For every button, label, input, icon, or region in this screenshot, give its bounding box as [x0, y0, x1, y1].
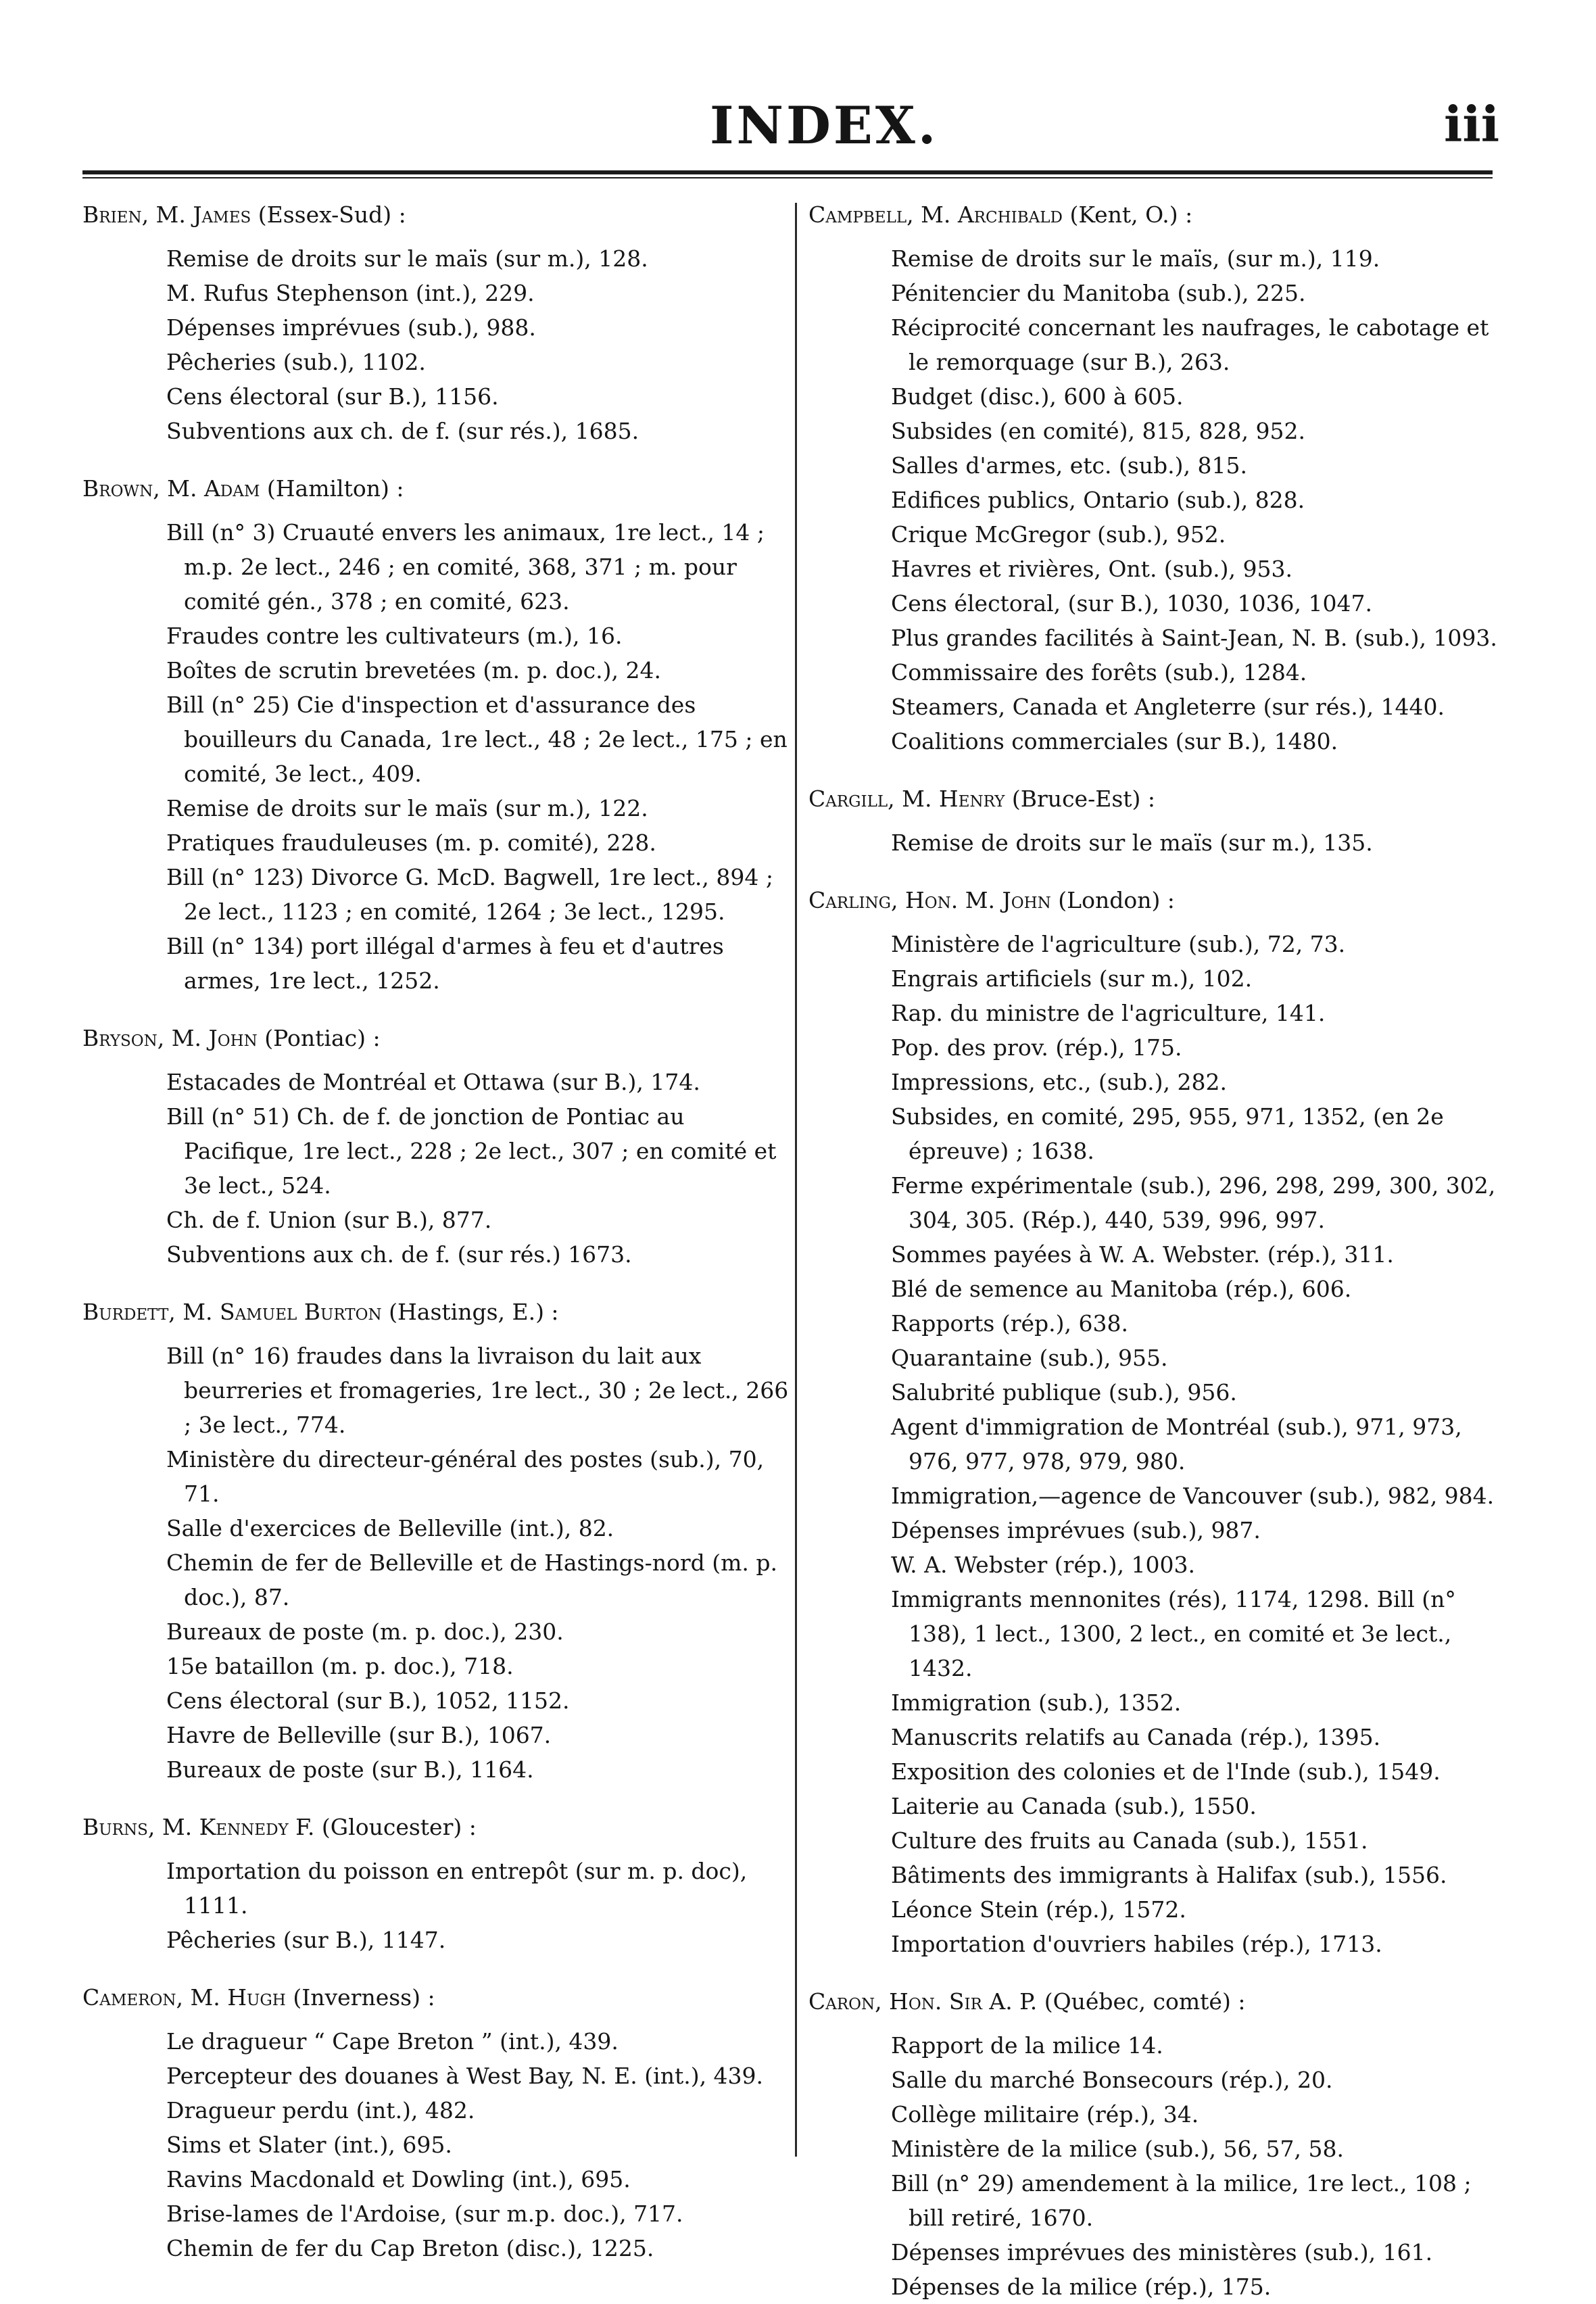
index-entry [808, 197, 1505, 759]
entry-item-list [82, 241, 791, 448]
index-item: Havre de Belleville (sur B.), 1067. [166, 1722, 552, 1748]
index-item: Remise de droits sur le maïs, (sur m.), 119. [891, 245, 1380, 272]
index-item: Steamers, Canada et Angleterre (sur rés.), 1440. [891, 694, 1445, 720]
index-item: Ministère de l'agriculture (sub.), 72, 73. [891, 931, 1346, 957]
index-item: Salubrité publique (sub.), 956. [891, 1379, 1237, 1406]
index-entry [82, 197, 791, 448]
index-item: Léonce Stein (rép.), 1572. [891, 1896, 1186, 1923]
page-title: INDEX. [710, 95, 939, 155]
member-name: Burdett, M. Samuel Burton [82, 1299, 382, 1325]
index-item: W. A. Webster (rép.), 1003. [891, 1552, 1195, 1578]
member-riding: (Essex-Sud) : [251, 201, 406, 228]
index-item: Le dragueur “ Cape Breton ” (int.), 439. [166, 2028, 619, 2055]
index-item: Brise-lames de l'Ardoise, (sur m.p. doc.), 717. [166, 2201, 683, 2227]
entry-item-list [808, 241, 1505, 759]
index-item: Ferme expérimentale (sub.), 296, 298, 299, 300, 302, 304, 305. (Rép.), 440, 539, 996, 997. [891, 1172, 1496, 1233]
index-item: Havres et rivières, Ont. (sub.), 953. [891, 556, 1292, 582]
index-entry [808, 883, 1505, 1961]
index-item: Dépenses imprévues des ministères (sub.), 161. [891, 2239, 1433, 2265]
member-riding: (Pontiac) : [257, 1025, 381, 1051]
index-item: M. Rufus Stephenson (int.), 229. [166, 280, 535, 306]
index-item: Bill (n° 29) amendement à la milice, 1re lect., 108 ; bill retiré, 1670. [891, 2170, 1472, 2231]
index-item: Impressions, etc., (sub.), 282. [891, 1069, 1227, 1095]
index-item: Importation du poisson en entrepôt (sur m. p. doc), 1111. [166, 1858, 748, 1919]
index-item: Plus grandes facilités à Saint-Jean, N. B. (sub.), 1093. [891, 625, 1497, 651]
index-item: Bill (n° 25) Cie d'inspection et d'assurance des bouilleurs du Canada, 1re lect., 48 ; 2e lect., 175 ; en comité, 3e lect., 409. [166, 692, 788, 787]
left-column [82, 197, 791, 2265]
index-item: Subsides, en comité, 295, 955, 971, 1352, (en 2e épreuve) ; 1638. [891, 1103, 1444, 1164]
index-item: Sims et Slater (int.), 695. [166, 2132, 452, 2158]
member-riding: (Kent, O.) : [1063, 201, 1193, 228]
index-item: Fraudes contre les cultivateurs (m.), 16. [166, 623, 623, 649]
index-item: Cens électoral (sur B.), 1052, 1152. [166, 1687, 570, 1714]
index-entry [808, 782, 1505, 860]
index-entry [82, 1295, 791, 1787]
index-item: Bill (n° 123) Divorce G. McD. Bagwell, 1re lect., 894 ; 2e lect., 1123 ; en comité, 1264 ; 3e lect., 1295. [166, 864, 773, 925]
entry-heading [82, 1295, 791, 1329]
entry-item-list [808, 927, 1505, 1961]
index-item: Subventions aux ch. de f. (sur rés.) 1673. [166, 1241, 632, 1268]
index-item: Immigration (sub.), 1352. [891, 1689, 1182, 1716]
index-item: Estacades de Montréal et Ottawa (sur B.), 174. [166, 1069, 700, 1095]
index-item: Remise de droits sur le maïs (sur m.), 128. [166, 245, 648, 272]
member-name: Bryson, M. John [82, 1025, 258, 1051]
index-item: Chemin de fer du Cap Breton (disc.), 1225. [166, 2235, 654, 2261]
index-item: Salle du marché Bonsecours (rép.), 20. [891, 2067, 1333, 2093]
index-item: Immigration,—agence de Vancouver (sub.), 982, 984. [891, 1483, 1495, 1509]
entry-heading [808, 883, 1505, 917]
index-item: Boîtes de scrutin brevetées (m. p. doc.), 24. [166, 657, 661, 683]
index-item: Quarantaine (sub.), 955. [891, 1345, 1168, 1371]
index-item: Dépenses imprévues (sub.), 988. [166, 314, 536, 341]
index-item: Bill (n° 3) Cruauté envers les animaux, 1re lect., 14 ; m.p. 2e lect., 246 ; en comité, 368, 371 ; m. pour comité gén., 378 ; en comité, 623. [166, 519, 765, 615]
column-divider [795, 203, 797, 2157]
entry-heading [82, 1980, 791, 2015]
index-item: Edifices publics, Ontario (sub.), 828. [891, 487, 1305, 513]
member-name: Cameron, M. Hugh [82, 1984, 286, 2011]
index-item: Bill (n° 134) port illégal d'armes à feu et d'autres armes, 1re lect., 1252. [166, 933, 724, 994]
index-item: Réciprocité concernant les naufrages, le cabotage et le remorquage (sur B.), 263. [891, 314, 1489, 375]
index-item: Subsides (en comité), 815, 828, 952. [891, 418, 1305, 444]
index-entry [808, 1984, 1505, 2304]
index-item: Pop. des prov. (rép.), 175. [891, 1034, 1182, 1061]
entry-heading [82, 471, 791, 506]
entry-heading [808, 782, 1505, 816]
index-item: Pêcheries (sub.), 1102. [166, 349, 426, 375]
index-item: Budget (disc.), 600 à 605. [891, 383, 1184, 410]
index-item: Bâtiments des immigrants à Halifax (sub.), 1556. [891, 1862, 1447, 1888]
index-item: Rapport de la milice 14. [891, 2032, 1163, 2059]
index-item: Pénitencier du Manitoba (sub.), 225. [891, 280, 1306, 306]
entry-item-list [82, 1065, 791, 1272]
page-number: iii [1444, 95, 1500, 153]
index-entry [82, 1980, 791, 2265]
member-name: Brown, M. Adam [82, 475, 260, 502]
index-item: Exposition des colonies et de l'Inde (sub.), 1549. [891, 1758, 1441, 1785]
entry-item-list [808, 2028, 1505, 2304]
index-item: Culture des fruits au Canada (sub.), 1551. [891, 1827, 1368, 1854]
index-item: Laiterie au Canada (sub.), 1550. [891, 1793, 1257, 1819]
index-item: Cens électoral, (sur B.), 1030, 1036, 1047. [891, 590, 1372, 617]
index-item: Bureaux de poste (m. p. doc.), 230. [166, 1618, 564, 1645]
entry-item-list [82, 2024, 791, 2265]
index-entry [82, 1810, 791, 1957]
entry-item-list [82, 515, 791, 998]
index-item: Agent d'immigration de Montréal (sub.), 971, 973, 976, 977, 978, 979, 980. [891, 1414, 1462, 1474]
entry-heading [808, 1984, 1505, 2019]
index-item: Crique McGregor (sub.), 952. [891, 521, 1226, 548]
member-riding: (Inverness) : [285, 1984, 435, 2011]
entry-heading [82, 1021, 791, 1055]
entry-item-list [808, 825, 1505, 860]
member-riding: (Québec, comté) : [1037, 1988, 1246, 2015]
index-item: Chemin de fer de Belleville et de Hastings-nord (m. p. doc.), 87. [166, 1550, 778, 1610]
member-name: Campbell, M. Archibald [808, 201, 1063, 228]
index-item: Salle d'exercices de Belleville (int.), 82. [166, 1515, 614, 1541]
entry-item-list [82, 1339, 791, 1787]
page-header [0, 0, 1596, 183]
index-item: Rap. du ministre de l'agriculture, 141. [891, 1000, 1326, 1026]
index-entry [82, 1021, 791, 1272]
index-item: Ravins Macdonald et Dowling (int.), 695. [166, 2166, 631, 2192]
member-name: Caron, Hon. Sir A. P. [808, 1988, 1038, 2015]
index-item: 15e bataillon (m. p. doc.), 718. [166, 1653, 514, 1679]
index-item: Bill (n° 16) fraudes dans la livraison du lait aux beurreries et fromageries, 1re lect., 30 ; 2e lect., 266 ; 3e lect., 774. [166, 1343, 789, 1438]
member-name: Carling, Hon. M. John [808, 887, 1051, 913]
index-item: Rapports (rép.), 638. [891, 1310, 1128, 1337]
index-item: Engrais artificiels (sur m.), 102. [891, 965, 1253, 992]
index-item: Cens électoral (sur B.), 1156. [166, 383, 499, 410]
index-item: Importation d'ouvriers habiles (rép.), 1713. [891, 1931, 1382, 1957]
index-item: Pratiques frauduleuses (m. p. comité), 228. [166, 830, 656, 856]
header-rule-thick [82, 170, 1493, 174]
index-item: Bill (n° 51) Ch. de f. de jonction de Pontiac au Pacifique, 1re lect., 228 ; 2e lect., 307 ; en comité et 3e lect., 524. [166, 1103, 777, 1199]
index-entry [82, 471, 791, 998]
member-name: Cargill, M. Henry [808, 786, 1005, 812]
index-item: Ministère de la milice (sub.), 56, 57, 58. [891, 2136, 1344, 2162]
index-item: Pêcheries (sur B.), 1147. [166, 1927, 446, 1953]
index-item: Subventions aux ch. de f. (sur rés.), 1685. [166, 418, 639, 444]
index-item: Manuscrits relatifs au Canada (rép.), 1395. [891, 1724, 1381, 1750]
index-item: Percepteur des douanes à West Bay, N. E. (int.), 439. [166, 2063, 764, 2089]
index-item: Dépenses de la milice (rép.), 175. [891, 2274, 1272, 2300]
member-riding: (Hamilton) : [260, 475, 404, 502]
member-name: Brien, M. James [82, 201, 251, 228]
member-name: Burns, M. Kennedy F. [82, 1814, 315, 1840]
index-item: Coalitions commerciales (sur B.), 1480. [891, 728, 1338, 754]
header-rule-thin [82, 177, 1493, 178]
index-item: Ministère du directeur-général des postes (sub.), 70, 71. [166, 1446, 765, 1507]
index-item: Remise de droits sur le maïs (sur m.), 122. [166, 795, 648, 821]
member-riding: (Gloucester) : [314, 1814, 477, 1840]
entry-item-list [82, 1854, 791, 1957]
index-item: Salles d'armes, etc. (sub.), 815. [891, 452, 1247, 479]
index-item: Sommes payées à W. A. Webster. (rép.), 311. [891, 1241, 1394, 1268]
index-item: Dragueur perdu (int.), 482. [166, 2097, 475, 2123]
index-item: Collège militaire (rép.), 34. [891, 2101, 1199, 2128]
index-item: Ch. de f. Union (sur B.), 877. [166, 1207, 492, 1233]
index-item: Bureaux de poste (sur B.), 1164. [166, 1756, 534, 1783]
entry-heading [82, 197, 791, 232]
index-item: Remise de droits sur le maïs (sur m.), 135. [891, 830, 1373, 856]
member-riding: (London) : [1050, 887, 1175, 913]
right-column [808, 197, 1505, 2304]
entry-heading [82, 1810, 791, 1844]
index-item: Commissaire des forêts (sub.), 1284. [891, 659, 1307, 686]
index-item: Dépenses imprévues (sub.), 987. [891, 1517, 1261, 1543]
index-item: Immigrants mennonites (rés), 1174, 1298. Bill (n° 138), 1 lect., 1300, 2 lect., en comité et 3e lect., 1432. [891, 1586, 1456, 1681]
member-riding: (Hastings, E.) : [381, 1299, 559, 1325]
entry-heading [808, 197, 1505, 232]
member-riding: (Bruce-Est) : [1005, 786, 1155, 812]
index-item: Blé de semence au Manitoba (rép.), 606. [891, 1276, 1352, 1302]
